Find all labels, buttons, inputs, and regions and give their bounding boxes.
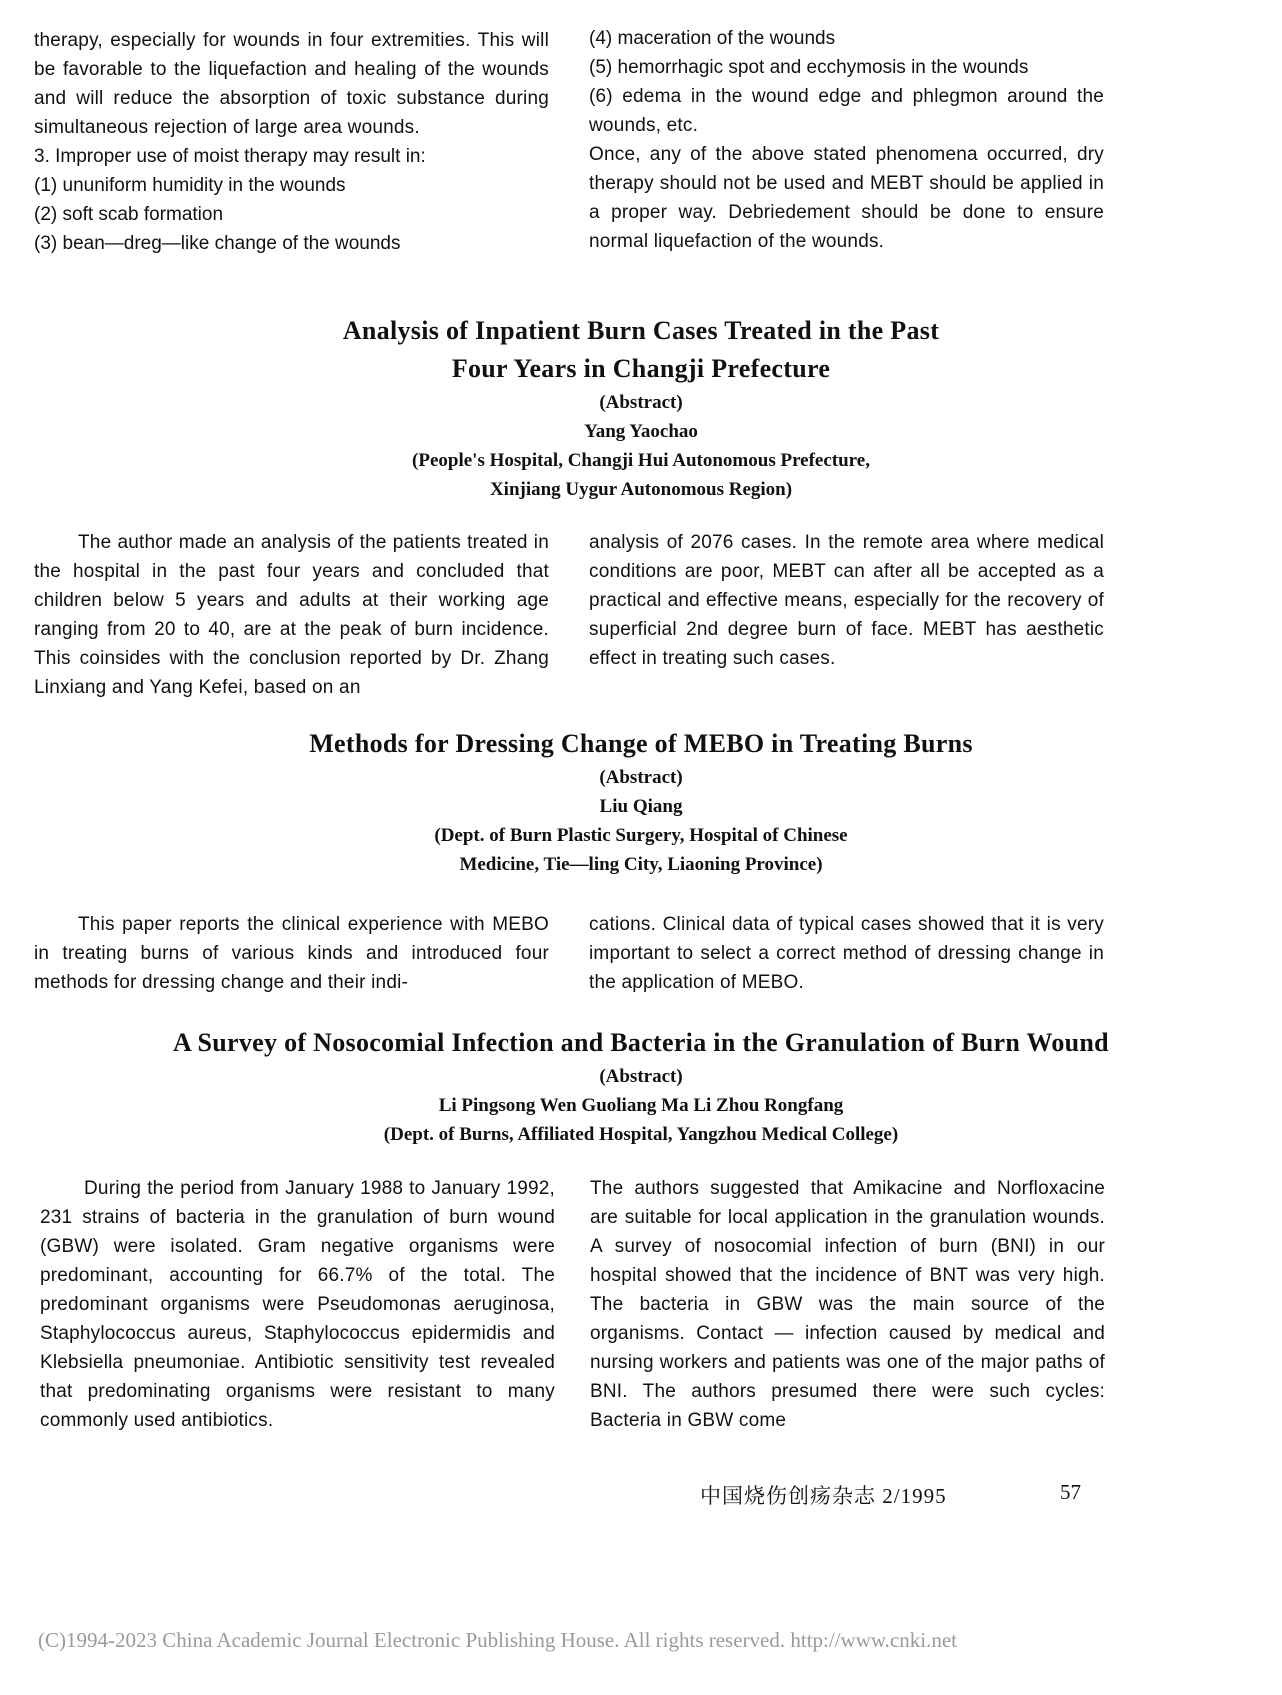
abstract-label: (Abstract) bbox=[599, 767, 683, 788]
list-item: (6) edema in the wound edge and phlegmon around the wounds, etc. bbox=[589, 86, 1104, 136]
article-title: Analysis of Inpatient Burn Cases Treated in the Past bbox=[342, 316, 940, 345]
page-number: 57 bbox=[1060, 1480, 1081, 1504]
article-title: Four Years in Changji Prefecture bbox=[451, 354, 831, 383]
article-1-header bbox=[0, 312, 1282, 504]
abstract-text-right: cations. Clinical data of typical cases showed that it is very important to select a correct method of dressing change in the application of MEBO. bbox=[589, 914, 1104, 993]
article-title: A Survey of Nosocomial Infection and Bacteria in the Granulation of Burn Wound bbox=[173, 1028, 1109, 1057]
conclusion-paragraph: Once, any of the above stated phenomena occurred, dry therapy should not be used and MEBT should be applied in a proper way. Debriedement should be done to ensure normal liquefaction of the wounds. bbox=[589, 144, 1104, 252]
top-continuation bbox=[34, 26, 1104, 258]
article-affiliation: (Dept. of Burns, Affiliated Hospital, Yangzhou Medical College) bbox=[383, 1124, 899, 1145]
list-item: (4) maceration of the wounds bbox=[589, 28, 836, 49]
list-item: (5) hemorrhagic spot and ecchymosis in the wounds bbox=[589, 57, 1029, 78]
list-intro: 3. Improper use of moist therapy may result in: bbox=[34, 146, 426, 167]
journal-footer: 中国烧伤创疡杂志 2/1995 bbox=[700, 1484, 947, 1508]
article-author: Li Pingsong Wen Guoliang Ma Li Zhou Rongfang bbox=[438, 1095, 844, 1116]
copyright-notice: (C)1994-2023 China Academic Journal Electronic Publishing House. All rights reserved. http://www.cnki.net bbox=[38, 1628, 957, 1652]
abstract-text-right: analysis of 2076 cases. In the remote area where medical conditions are poor, MEBT can after all be accepted as a practical and effective means, especially for the recovery of superficial 2nd degree burn of face. MEBT has aesthetic effect in treating such cases. bbox=[589, 532, 1104, 669]
article-3-body bbox=[40, 1174, 1105, 1435]
article-affiliation: (Dept. of Burn Plastic Surgery, Hospital of Chinese bbox=[434, 825, 848, 846]
article-2-body bbox=[34, 910, 1104, 997]
abstract-text-left: The author made an analysis of the patients treated in the hospital in the past four years and concluded that children below 5 years and adults at their working age ranging from 20 to 40, are at the peak of burn incidence. This coinsides with the conclusion reported by Dr. Zhang Linxiang and Yang Kefei, based on an bbox=[34, 532, 549, 698]
article-3-header bbox=[0, 1024, 1282, 1149]
article-affiliation: Medicine, Tie—ling City, Liaoning Province) bbox=[459, 854, 823, 875]
article-1-body bbox=[34, 528, 1104, 702]
article-2-header bbox=[0, 725, 1282, 879]
article-affiliation: Xinjiang Uygur Autonomous Region) bbox=[489, 479, 793, 500]
abstract-text-left: This paper reports the clinical experience with MEBO in treating burns of various kinds and introduced four methods for dressing change and their indi- bbox=[34, 914, 549, 993]
abstract-text-left: During the period from January 1988 to January 1992, 231 strains of bacteria in the granulation of burn wound (GBW) were isolated. Gram negative organisms were predominant, accounting for 66.7% of the total. The predominant organisms were Pseudomonas aeruginosa, Staphylococcus aureus, Staphylococcus epidermidis and Klebsiella pneumoniae. Antibiotic sensitivity test revealed that predominating organisms were resistant to many commonly used antibiotics. bbox=[40, 1178, 555, 1431]
article-title: Methods for Dressing Change of MEBO in Treating Burns bbox=[309, 729, 973, 758]
article-author: Yang Yaochao bbox=[584, 421, 698, 442]
continued-paragraph: therapy, especially for wounds in four extremities. This will be favorable to the liquefaction and healing of the wounds and will reduce the absorption of toxic substance during simultaneous rejection of large area wounds. bbox=[34, 30, 549, 138]
top-left-column bbox=[34, 26, 549, 258]
list-item: (3) bean—dreg—like change of the wounds bbox=[34, 233, 401, 254]
top-right-column bbox=[589, 24, 1104, 258]
list-item: (2) soft scab formation bbox=[34, 204, 224, 225]
article-affiliation: (People's Hospital, Changji Hui Autonomous Prefecture, bbox=[412, 450, 870, 471]
abstract-label: (Abstract) bbox=[599, 392, 683, 413]
abstract-text-right: The authors suggested that Amikacine and Norfloxacine are suitable for local application in the granulation wounds. A survey of nosocomial infection of burn (BNI) in our hospital showed that the incidence of BNT was very high. The bacteria in GBW was the main source of the organisms. Contact — infection caused by medical and nursing workers and patients was one of the major paths of BNI. The authors presumed there were such cycles: Bacteria in GBW come bbox=[590, 1178, 1105, 1431]
article-author: Liu Qiang bbox=[599, 796, 683, 817]
abstract-label: (Abstract) bbox=[599, 1066, 683, 1087]
list-item: (1) ununiform humidity in the wounds bbox=[34, 175, 346, 196]
